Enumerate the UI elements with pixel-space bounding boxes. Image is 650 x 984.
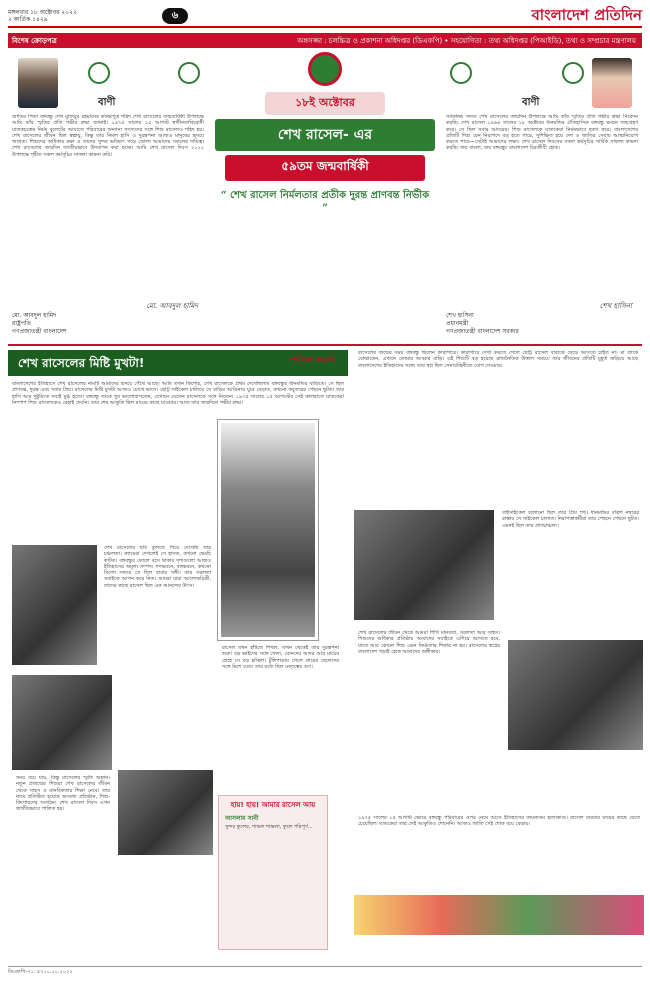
supplement-band [8,33,642,48]
left-signer-org: গণপ্রজাতন্ত্রী বাংলাদেশ [12,328,67,335]
left-portrait-box [8,52,208,114]
supplement-credit: অঙ্গসজ্জা : চলচ্চিত্র ও প্রকাশনা অধিদপ্তর (ডিএফপি) • সহযোগিতা : তথ্য অধিদপ্তর (পিআইডি), তথ্য ও সম্প্রচার মন্ত্রণালয় [297,36,636,45]
right-article-photo-2 [508,640,643,750]
main-title: শেখ রাসেল- এর [215,119,435,151]
page-number: ৬ [162,8,188,24]
right-message [442,52,642,342]
left-signature: মো. আবদুল হামিদ [146,302,198,310]
article-body-col4: রাসেল যখন হাঁটতে শিখল, তখন থেকেই তার দুরন্তপনা শুরু। বড় ভাইদের সঙ্গে খেলা, বোনদের আদর আর মায়ের স্নেহে সে বড় হচ্ছিল। টুঙ্গিপাড়ায় গেলে গ্রামের ছেলেদের সঙ্গে মিশে যেত। তার মধ্যে ছিল নেতৃত্বের গুণ। [222,645,339,670]
govt-seal-icon [450,62,472,84]
article-body-intro: বাংলাদেশের ইতিহাসে শেখ রাসেলের নামটি আমাদের হৃদয়ে গেঁথে আছে। আমি তখন কিশোর, শেখ রাসেলকে প্রথম দেখেছিলাম বঙ্গবন্ধুর ধানমন্ডির বাড়িতে। সে ছিল প্রাণবন্ত, দুরন্ত এবং সবার প্রিয়। রাসেলের মিষ্টি মুখটা আজও চোখে ভাসে। ছোট্ট সাইকেল চালিয়ে সে বাড়ির আঙিনায় ঘুরে বেড়াত, কখনো কবুতরের পেছনে ছুটত। তার হাসি আর দুষ্টুমিতে সবাই মুগ্ধ হতো। বঙ্গবন্ধু তাকে খুব ভালোবাসতেন, যেখানে যেতেন রাসেলকে সঙ্গে নিতেন। ১৯৭৫ সালের ১৫ আগস্টের সেই কালরাতে ঘাতকেরা নিষ্পাপ শিশু রাসেলকেও রেহাই দেয়নি। তার শেষ আকুতি ছিল মায়ের কাছে যাওয়ার। আজ তার জন্মদিনে গভীর শ্রদ্ধা। [12,381,344,406]
section-divider [8,344,642,346]
article-block [8,350,348,950]
poem-title: হায়! হায়! আমার রাসেল আয় [230,801,316,809]
article-body-col3: সময় বয়ে যায়, কিন্তু রাসেলের স্মৃতি অম্লান। নতুন প্রজন্মের শিশুরা শেখ রাসেলের জীবন থেকে সাহস ও মানবিকতার শিক্ষা নেবে। তার নামে প্রতিষ্ঠিত হয়েছে অসংখ্য প্রতিষ্ঠান, শিশু-কিশোরদের সংগঠন। শেখ রাসেল দিবস এখন জাতীয়ভাবে পালিত হয়। [16,775,110,813]
article-title: শেখ রাসেলের মিষ্টি মুখটা! [8,350,348,376]
article-photo-1 [12,545,97,665]
prime-minister-photo [592,58,632,108]
left-signer-name: মো. আবদুল হামিদ [12,312,57,319]
article-photo-3 [118,770,213,855]
office-seal-icon [178,62,200,84]
right-signer [442,312,642,336]
poem-author: আসলাম সানী [225,815,259,822]
right-signature: শেখ হাসিনা [599,302,632,310]
right-article-photo-1 [354,510,494,620]
left-signer [8,312,208,336]
right-signer-title: প্রধানমন্ত্রী [446,320,469,327]
flowers-illustration [354,895,644,935]
right-article-body: রাসেলের জন্মের সময় বঙ্গবন্ধু ছিলেন কারাগারে। কারাগারে দেখা করতে গেলে ছোট্ট রাসেল বাবাকে ছেড়ে আসতে চাইত না। মা তাকে বোঝাতেন, এখানে তোমার আব্বার বাড়ি। এই শিশুটি বড় হয়েছে রাজনৈতিক উত্তাল সময়ে। তার জীবনের প্রতিটি মুহূর্ত জড়িয়ে আছে বাংলাদেশের ইতিহাসের সঙ্গে। তার স্বপ্ন ছিল সেনাবাহিনীতে যোগ দেওয়ার। [358,350,638,369]
article-photo-2 [12,675,112,770]
president-photo [18,58,58,108]
right-article-body-2: বাইসাইকেল চালানো ছিল তার প্রিয় শখ। ধানমন্ডির বত্রিশ নম্বরের রাস্তায় সে সাইকেল চালাত। নিরাপত্তাকর্মীরা তার পেছনে পেছনে ছুটত। এমনই ছিল তার প্রাণচাঞ্চল্য। [502,510,639,529]
left-message-body: জাতির পিতা বঙ্গবন্ধু শেখ মুজিবুর রহমানের কনিষ্ঠপুত্র শহিদ শেখ রাসেলের জন্মবার্ষিকী উপলক্ষে আমি তাঁর স্মৃতির প্রতি গভীর শ্রদ্ধা জানাই। ১৯৭৫ সালের ১৫ আগস্ট স্বাধীনতাবিরোধী ঘাতকচক্রের নির্মম বুলেটের আঘাতে পরিবারের অন্যান্য সদস্যদের সঙ্গে শিশু রাসেলও শহিদ হয়। শেখ রাসেলের জীবন ছিল স্বল্পায়ু, কিন্তু তার নির্মল হাসি ও দুরন্তপনা আজও মানুষের হৃদয়ে জাগ্রত। শিশুদের অধিকার রক্ষা ও তাদের সুন্দর ভবিষ্যৎ গড়ে তোলা আমাদের সকলের দায়িত্ব। শেখ রাসেলের জন্মদিন জাতীয়ভাবে উদযাপন করা হচ্ছে। আমি শেখ রাসেল দিবস ২০২২ উপলক্ষে গৃহীত সকল কর্মসূচির সাফল্য কামনা করি। [12,114,204,158]
slogan-quote: “ শেখ রাসেল নির্মলতার প্রতীক দুরন্ত প্রাণবন্ত নির্ভীক ” [220,190,430,214]
right-message-heading: বাণী [522,97,540,108]
left-message [8,52,208,342]
govt-seal-icon [88,62,110,84]
newspaper-logo: বাংলাদেশ প্রতিদিন [531,5,642,24]
bengali-date: ২ কার্তিক ১৪২৯ [8,16,48,23]
right-article-block [348,350,642,950]
poem-box [218,795,328,950]
masthead [8,6,642,28]
bangladesh-emblem-icon [308,52,342,86]
right-portrait-box [442,52,642,114]
gregorian-date: মঙ্গলবার ১৮ অক্টোবর ২০২২ [8,9,77,16]
center-title-block [208,52,442,342]
right-article-body-4: ১৯৭৫ সালের ১৫ আগস্ট ভোরে বঙ্গবন্ধু পরিবারের ওপর নেমে আসে ইতিহাসের জঘন্যতম হত্যাকাণ্ড। রাসেল বারবার মায়ের কাছে যেতে চেয়েছিল। ঘাতকেরা তার সেই আকুতিও শোনেনি। আজও জাতি সেই শোক বয়ে বেড়ায়। [358,815,640,828]
right-message-body: সর্বকনিষ্ঠ সদস্য শেখ রাসেলের জন্মদিন উপলক্ষে আমি তাঁর স্মৃতির প্রতি গভীর শ্রদ্ধা নিবেদন করছি। শেখ রাসেল ১৯৬৪ সালের ১৮ অক্টোবর ধানমন্ডির ঐতিহাসিক বঙ্গবন্ধু ভবনে জন্মগ্রহণ করে। সে ছিল সবার আদরের। শিশু রাসেলকে ঘাতকেরা নির্মমভাবে হত্যা করে। বাংলাদেশের প্রতিটি শিশু যেন নিরাপদে বড় হতে পারে, সুশিক্ষিত হয়ে দেশ ও জাতির সেবায় আত্মনিয়োগ করতে পারে—সেটাই আমাদের লক্ষ্য। শেখ রাসেল দিবসের সকল কর্মসূচির সার্বিক সাফল্য কামনা করছি। জয় বাংলা, জয় বঙ্গবন্ধু। বাংলাদেশ চিরজীবী হোক। [446,114,638,152]
date-ribbon: ১৮ই অক্টোবর [265,92,385,115]
left-signer-title: রাষ্ট্রপতি [12,320,32,327]
date-line [8,9,158,23]
right-signer-org: গণপ্রজাতন্ত্রী বাংলাদেশ সরকার [446,328,519,335]
office-seal-icon [562,62,584,84]
bottom-section [8,350,642,950]
top-section [8,52,642,342]
right-article-body-3: শেখ রাসেলের জীবন থেকে আমরা শিখি মানবতা, সরলতা আর সাহস। শিশুদের অধিকার প্রতিষ্ঠায় আমাদের সবাইকে এগিয়ে আসতে হবে, যাতে আর কোনো শিশু এমন নির্মমতার শিকার না হয়। রাসেলের স্বপ্নের বাংলাদেশ গড়াই হোক আমাদের অঙ্গীকার। [358,630,500,655]
sheikh-russel-portrait [218,420,318,640]
footer: ডিএফপি-৭১: ৫৭১০.১০.২০২২ [8,966,642,976]
article-author: পাভেল রহমান [290,355,336,364]
left-message-heading: বাণী [98,97,116,108]
article-body-col2: শেখ রাসেলের ছবি তুলতে গিয়ে দেখেছি তার চঞ্চলতা। ক্যামেরা দেখলেই সে হাসত, কখনো ভেংচি কাটত। বঙ্গবন্ধুর কোলে বসে থাকার দৃশ্যগুলো আজও ইতিহাসের অমূল্য সম্পদ। গণভবনে, বঙ্গভবনে, কখনো বিদেশ সফরে সে ছিল বাবার সঙ্গী। তার সরলতা সবাইকে আপন করে নিত। আমরা যারা আলোকচিত্রী, তাদের কাছে রাসেল ছিল এক আনন্দের উৎস। [104,545,211,589]
right-signer-name: শেখ হাসিনা [446,312,474,319]
anniversary-title: ৫৯তম জন্মবার্ষিকী [225,155,425,181]
poem-lines: সুন্দর ফুলের, শ্যামল শ্যামলা, ফুলে পরিপূর্ণ... [225,824,313,830]
supplement-label: বিশেষ ক্রোড়পত্র [12,36,57,45]
